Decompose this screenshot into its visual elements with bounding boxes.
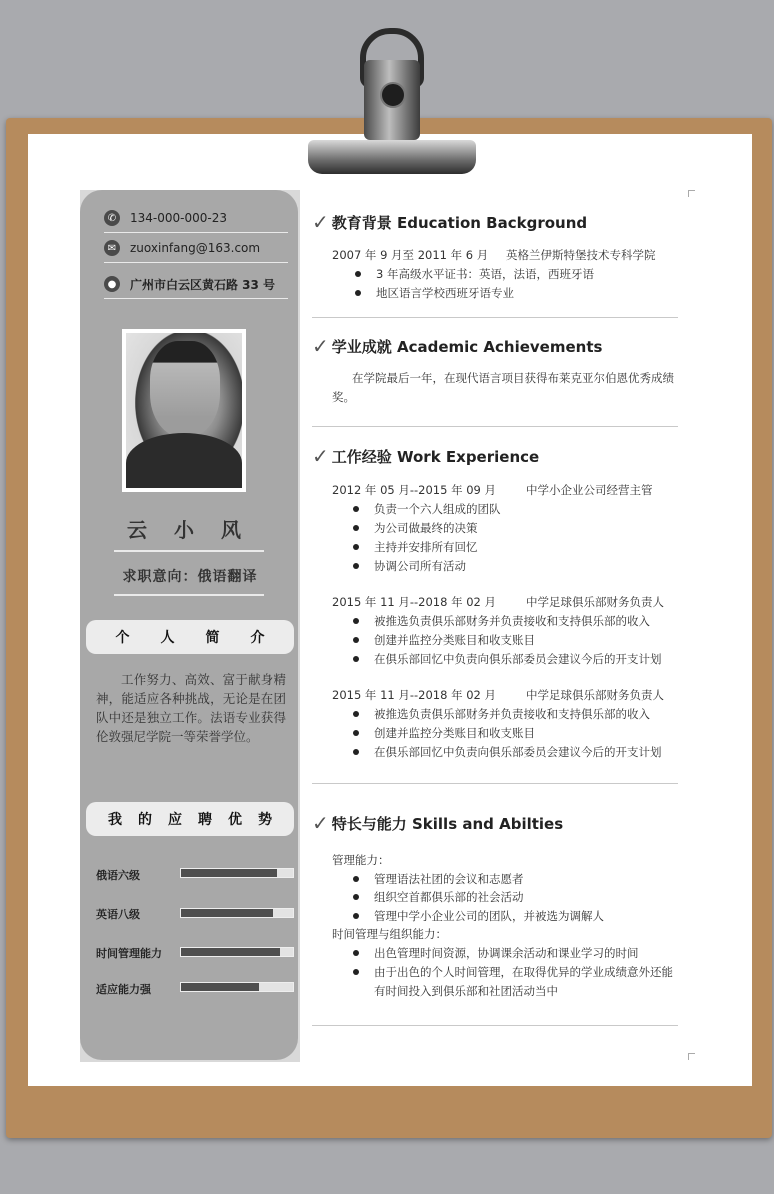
edu-school: 英格兰伊斯特堡技术专科学院 bbox=[506, 248, 656, 262]
achievement-text: 在学院最后一年，在现代语言项目获得布莱克亚尔伯恩优秀成绩 bbox=[352, 371, 674, 385]
check-icon: ✓ bbox=[312, 444, 329, 468]
section-divider bbox=[312, 783, 678, 784]
phone-icon: ✆ bbox=[104, 210, 120, 226]
list-item: 主持并安排所有回忆 bbox=[374, 540, 478, 554]
list-item: 负责一个六人组成的团队 bbox=[374, 502, 501, 516]
job-role: 中学足球俱乐部财务负责人 bbox=[526, 688, 664, 702]
skill-bar bbox=[180, 947, 294, 957]
email-text: zuoxinfang@163.com bbox=[130, 241, 261, 255]
edu-period: 2007 年 9 月至 2011 年 6 月 bbox=[332, 248, 489, 262]
contact-phone bbox=[104, 204, 288, 233]
check-icon: ✓ bbox=[312, 210, 329, 234]
crop-mark bbox=[688, 1053, 695, 1060]
intro-text: 工作努力、高效、富于献身精神，能适应各种挑战，无论是在团队中还是独立工作。法语专业获得伦敦强尼学院一等荣誉学位。 bbox=[96, 672, 286, 744]
skill-label: 俄语六级 bbox=[96, 869, 140, 882]
list-item: 创建并监控分类账目和收支账目 bbox=[374, 726, 535, 740]
list-item: 在俱乐部回忆中负责向俱乐部委员会建议今后的开支计划 bbox=[374, 652, 662, 666]
check-icon: ✓ bbox=[312, 811, 329, 835]
profile-photo bbox=[122, 329, 246, 492]
list-item: 管理中学小企业公司的团队，并被选为调解人 bbox=[374, 909, 604, 923]
section-divider bbox=[312, 426, 678, 427]
contact-address bbox=[104, 270, 288, 299]
advantages-heading: 我 的 应 聘 优 势 bbox=[86, 802, 294, 836]
job-intent: 求职意向：俄语翻译 bbox=[122, 569, 258, 585]
section-experience: ✓ 工作经验 Work Experience bbox=[312, 444, 540, 468]
skill-bar bbox=[180, 908, 294, 918]
crop-mark bbox=[688, 190, 695, 197]
list-item: 在俱乐部回忆中负责向俱乐部委员会建议今后的开支计划 bbox=[374, 745, 662, 759]
list-item: 3 年高级水平证书：英语，法语，西班牙语 bbox=[376, 267, 594, 281]
job-period: 2015 年 11 月--2018 年 02 月 bbox=[332, 595, 497, 609]
skill-bar bbox=[180, 868, 294, 878]
skill-label: 时间管理能力 bbox=[96, 947, 162, 960]
skills-group-label: 时间管理与组织能力： bbox=[332, 927, 447, 941]
list-item: 组织空首都俱乐部的社会活动 bbox=[374, 890, 524, 904]
check-icon: ✓ bbox=[312, 334, 329, 358]
job-period: 2015 年 11 月--2018 年 02 月 bbox=[332, 688, 497, 702]
job-role: 中学小企业公司经营主管 bbox=[526, 483, 653, 497]
divider bbox=[114, 594, 264, 596]
section-skills: ✓ 特长与能力 Skills and Abilties bbox=[312, 811, 564, 835]
list-item: 由于出色的个人时间管理，在取得优异的学业成绩意外还能 bbox=[374, 965, 673, 979]
list-item: 出色管理时间资源，协调课余活动和课业学习的时间 bbox=[374, 946, 639, 960]
candidate-name: 云 小 风 bbox=[127, 518, 251, 542]
contact-email bbox=[104, 234, 288, 263]
achievement-text-cont: 奖。 bbox=[332, 390, 355, 404]
section-divider bbox=[312, 317, 678, 318]
phone-text: 134-000-000-23 bbox=[130, 211, 227, 225]
location-icon: ● bbox=[104, 276, 120, 292]
list-item-cont: 有时间投入到俱乐部和社团活动当中 bbox=[374, 984, 558, 998]
skill-label: 适应能力强 bbox=[96, 983, 151, 996]
list-item: 创建并监控分类账目和收支账目 bbox=[374, 633, 535, 647]
skill-bar bbox=[180, 982, 294, 992]
job-role: 中学足球俱乐部财务负责人 bbox=[526, 595, 664, 609]
intro-heading: 个 人 简 介 bbox=[86, 620, 294, 654]
list-item: 为公司做最终的决策 bbox=[374, 521, 478, 535]
skill-label: 英语八级 bbox=[96, 908, 140, 921]
section-divider bbox=[312, 1025, 678, 1026]
skills-group-label: 管理能力： bbox=[332, 853, 390, 867]
list-item: 被推选负责俱乐部财务并负责接收和支持俱乐部的收入 bbox=[374, 707, 650, 721]
job-period: 2012 年 05 月--2015 年 09 月 bbox=[332, 483, 497, 497]
mail-icon: ✉ bbox=[104, 240, 120, 256]
address-text: 广州市白云区黄石路 33 号 bbox=[130, 277, 276, 292]
section-education: ✓ 教育背景 Education Background bbox=[312, 210, 588, 234]
list-item: 协调公司所有活动 bbox=[374, 559, 466, 573]
list-item: 被推选负责俱乐部财务并负责接收和支持俱乐部的收入 bbox=[374, 614, 650, 628]
list-item: 管理语法社团的会议和志愿者 bbox=[374, 872, 524, 886]
section-achievements: ✓ 学业成就 Academic Achievements bbox=[312, 334, 603, 358]
divider bbox=[114, 550, 264, 552]
list-item: 地区语言学校西班牙语专业 bbox=[376, 286, 514, 300]
binder-clip bbox=[308, 24, 476, 174]
